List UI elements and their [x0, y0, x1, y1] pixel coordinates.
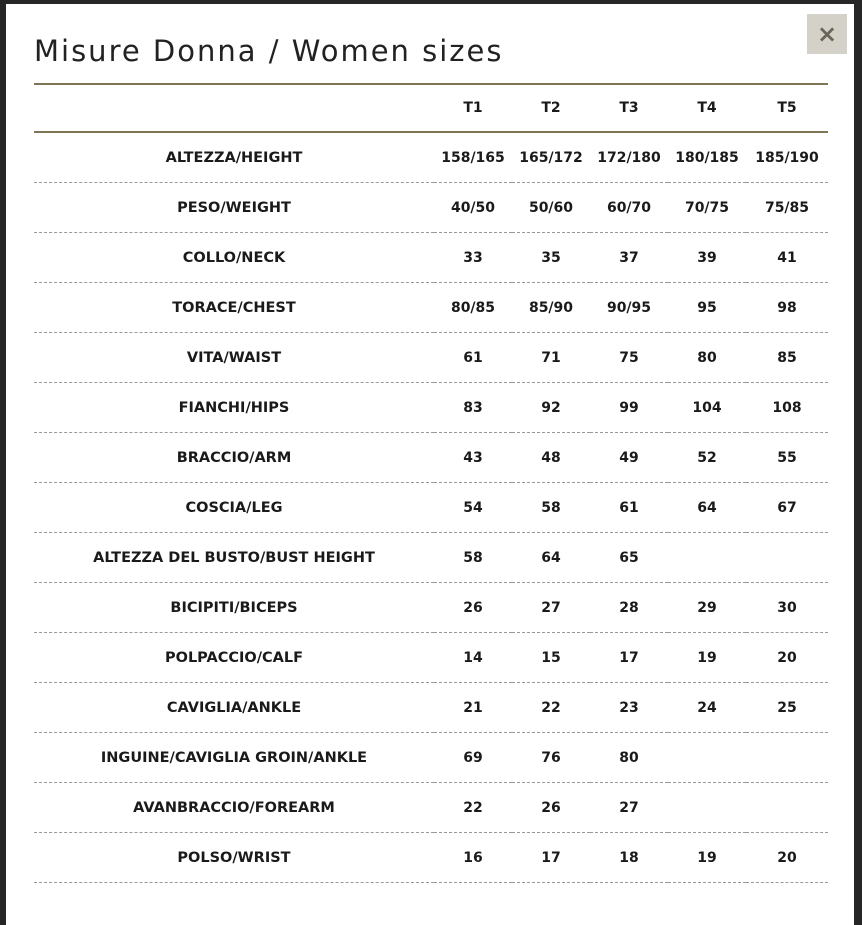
- table-row: [34, 583, 828, 633]
- size-value-t5: 25: [777, 699, 797, 716]
- row-label: COLLO/NECK: [182, 249, 286, 266]
- size-value-t3: 65: [619, 549, 639, 566]
- size-value-t5: 20: [777, 849, 797, 866]
- size-value-t4: 24: [697, 699, 717, 716]
- size-value-t2: 92: [541, 399, 561, 416]
- size-chart-modal: [6, 4, 854, 925]
- size-value-t4: [668, 783, 746, 833]
- size-value-t1: 21: [463, 699, 483, 716]
- size-value-t1: 58: [463, 549, 483, 566]
- size-value-t4: 39: [697, 249, 717, 266]
- size-value-t4: [668, 533, 746, 583]
- size-value-t3: 17: [619, 649, 639, 666]
- table-row: [34, 633, 828, 683]
- size-value-t4: 80: [697, 349, 717, 366]
- row-label: POLPACCIO/CALF: [164, 649, 304, 666]
- size-value-t3: 80: [619, 749, 639, 766]
- size-value-t2: 17: [541, 849, 561, 866]
- size-value-t4: 64: [697, 499, 717, 516]
- size-table: [34, 83, 828, 883]
- size-value-t1: 14: [463, 649, 483, 666]
- table-row: [34, 183, 828, 233]
- row-label: AVANBRACCIO/FOREARM: [133, 799, 335, 816]
- size-value-t1: 54: [463, 499, 483, 516]
- size-value-t5: 98: [777, 299, 797, 316]
- size-value-t3: 27: [619, 799, 639, 816]
- table-row: [34, 132, 828, 183]
- header-cell: T3: [619, 100, 639, 116]
- size-value-t5: 75/85: [764, 199, 810, 216]
- size-value-t5: 30: [777, 599, 797, 616]
- size-value-t4: 19: [697, 649, 717, 666]
- size-value-t1: 22: [463, 799, 483, 816]
- table-header-row: [34, 84, 828, 132]
- size-value-t4: 52: [697, 449, 717, 466]
- size-value-t3: 99: [619, 399, 639, 416]
- size-value-t3: 75: [619, 349, 639, 366]
- size-value-t3: 49: [619, 449, 639, 466]
- table-body: [34, 132, 828, 883]
- table-row: [34, 383, 828, 433]
- size-value-t5: 55: [777, 449, 797, 466]
- size-value-t5: [746, 533, 828, 583]
- table-row: [34, 333, 828, 383]
- row-label: ALTEZZA DEL BUSTO/BUST HEIGHT: [93, 549, 375, 566]
- size-value-t1: 43: [463, 449, 483, 466]
- size-value-t4: [668, 733, 746, 783]
- size-value-t1: 16: [463, 849, 483, 866]
- table-row: [34, 683, 828, 733]
- row-label: VITA/WAIST: [186, 349, 282, 366]
- size-value-t4: 180/185: [675, 149, 739, 166]
- size-value-t5: 20: [777, 649, 797, 666]
- size-value-t4: 70/75: [684, 199, 730, 216]
- size-value-t4: 95: [697, 299, 717, 316]
- size-value-t4: 19: [697, 849, 717, 866]
- table-row: [34, 733, 828, 783]
- header-cell: T2: [541, 100, 561, 116]
- table-row: [34, 483, 828, 533]
- row-label: COSCIA/LEG: [185, 499, 283, 516]
- size-value-t3: 60/70: [606, 199, 652, 216]
- size-value-t2: 58: [541, 499, 561, 516]
- size-value-t3: 172/180: [597, 149, 661, 166]
- size-value-t1: 33: [463, 249, 483, 266]
- row-label: BRACCIO/ARM: [176, 449, 292, 466]
- size-value-t5: 67: [777, 499, 797, 516]
- row-label: INGUINE/CAVIGLIA GROIN/ANKLE: [100, 749, 368, 766]
- size-value-t2: 50/60: [528, 199, 574, 216]
- header-cell: [34, 84, 434, 132]
- size-value-t3: 90/95: [606, 299, 652, 316]
- header-cell: T5: [777, 100, 797, 116]
- size-value-t2: 26: [541, 799, 561, 816]
- size-value-t4: 29: [697, 599, 717, 616]
- size-value-t5: 108: [772, 399, 802, 416]
- table-row: [34, 233, 828, 283]
- size-value-t5: [746, 783, 828, 833]
- row-label: CAVIGLIA/ANKLE: [166, 699, 302, 716]
- size-value-t3: 18: [619, 849, 639, 866]
- size-value-t3: 37: [619, 249, 639, 266]
- size-value-t1: 80/85: [450, 299, 496, 316]
- size-value-t1: 83: [463, 399, 483, 416]
- size-value-t2: 64: [541, 549, 561, 566]
- size-value-t2: 15: [541, 649, 561, 666]
- size-value-t2: 48: [541, 449, 561, 466]
- size-value-t2: 71: [541, 349, 561, 366]
- close-icon: ×: [816, 20, 838, 48]
- close-button[interactable]: [807, 14, 847, 54]
- size-value-t1: 26: [463, 599, 483, 616]
- table-row: [34, 433, 828, 483]
- size-value-t2: 22: [541, 699, 561, 716]
- size-value-t1: 40/50: [450, 199, 496, 216]
- table-row: [34, 283, 828, 333]
- size-value-t5: 85: [777, 349, 797, 366]
- row-label: BICIPITI/BICEPS: [170, 599, 298, 616]
- size-value-t3: 61: [619, 499, 639, 516]
- size-value-t3: 23: [619, 699, 639, 716]
- row-label: FIANCHI/HIPS: [178, 399, 290, 416]
- size-value-t3: 28: [619, 599, 639, 616]
- header-cell: T4: [697, 100, 717, 116]
- header-cell: T1: [463, 100, 483, 116]
- size-value-t1: 158/165: [441, 149, 505, 166]
- size-value-t1: 69: [463, 749, 483, 766]
- size-value-t1: 61: [463, 349, 483, 366]
- size-value-t5: [746, 733, 828, 783]
- table-row: [34, 783, 828, 833]
- size-value-t2: 35: [541, 249, 561, 266]
- row-label: PESO/WEIGHT: [177, 199, 291, 216]
- size-value-t5: 41: [777, 249, 797, 266]
- size-value-t4: 104: [692, 399, 722, 416]
- size-value-t2: 85/90: [528, 299, 574, 316]
- table-row: [34, 533, 828, 583]
- row-label: TORACE/CHEST: [172, 299, 296, 316]
- size-value-t2: 76: [541, 749, 561, 766]
- modal-title: Misure Donna / Women sizes: [34, 34, 504, 68]
- size-value-t5: 185/190: [755, 149, 819, 166]
- size-value-t2: 165/172: [519, 149, 583, 166]
- row-label: ALTEZZA/HEIGHT: [165, 149, 303, 166]
- row-label: POLSO/WRIST: [177, 849, 291, 866]
- table-row: [34, 833, 828, 883]
- size-value-t2: 27: [541, 599, 561, 616]
